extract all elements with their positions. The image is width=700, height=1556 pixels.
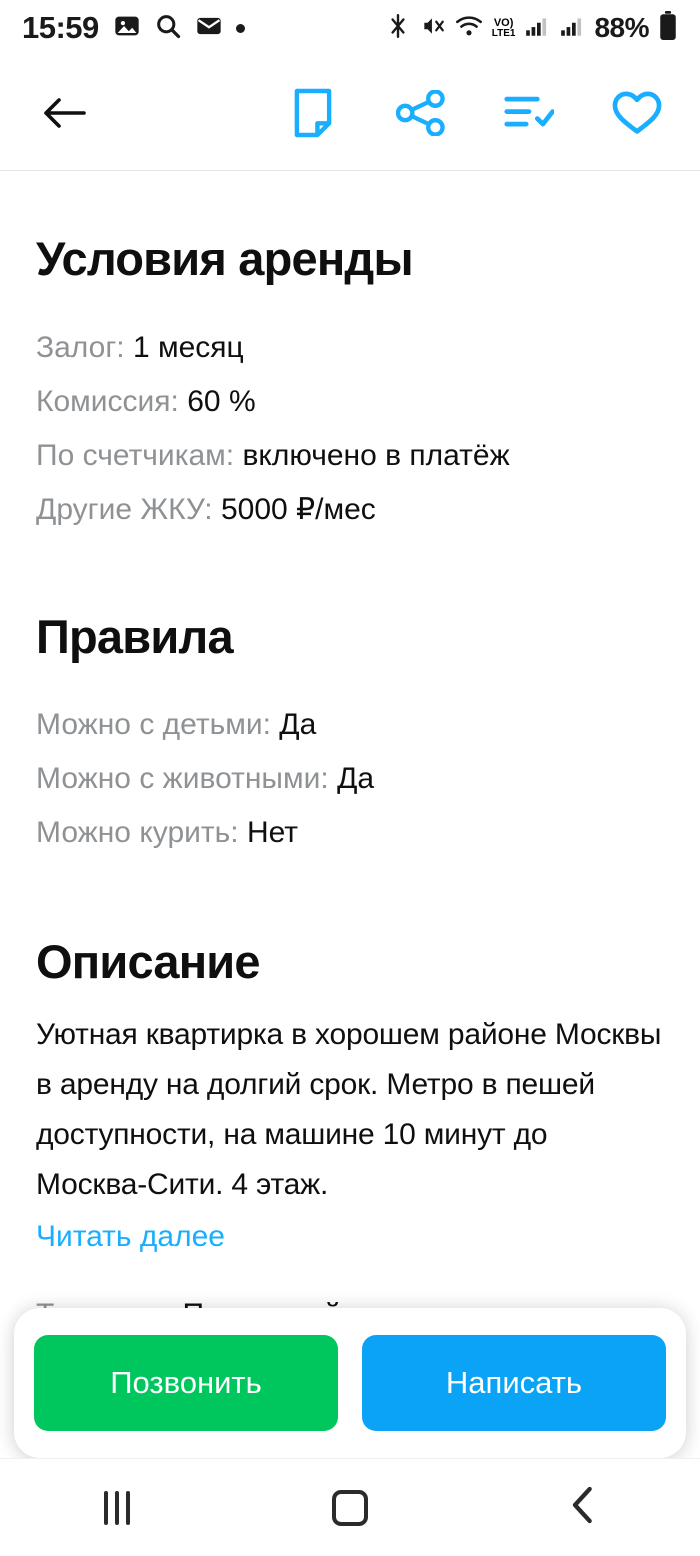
system-navigation-bar [0, 1458, 700, 1556]
section-description [36, 936, 664, 1254]
status-bar-right [385, 11, 678, 46]
recents-button[interactable] [57, 1473, 177, 1543]
rules-title-gap [36, 662, 664, 698]
share-icon[interactable] [396, 88, 446, 138]
status-notification-icons [113, 12, 245, 45]
rules-row-key: Можно с детьми: [36, 708, 271, 742]
status-bar-left [22, 10, 245, 46]
terms-row-value: 5000 ₽/мес [220, 492, 376, 526]
rules-row-value: Да [279, 708, 317, 742]
rules-row-value: Да [337, 762, 375, 796]
description-text: Уютная квартирка в хорошем районе Москвы в аренду на долгий срок. Метро в пешей доступности, на машине 10 минут до Москва-Сити. 4 этаж. [36, 1018, 662, 1202]
favorite-heart-icon[interactable] [612, 88, 662, 138]
listing-details-content [0, 171, 700, 1458]
spacer-terms-rules [36, 537, 664, 611]
terms-row-key: Залог: [36, 330, 125, 364]
battery-icon [658, 11, 678, 46]
terms-row-value: включено в платёж [242, 438, 510, 472]
spacer-description-bottom [36, 1254, 664, 1298]
wifi-icon [455, 12, 483, 45]
rules-title: Правила [36, 609, 233, 663]
gallery-icon [113, 12, 141, 45]
mute-icon [420, 13, 446, 44]
back-icon [567, 1485, 599, 1530]
terms-row-key: Другие ЖКУ: [36, 492, 213, 526]
compare-icon[interactable] [504, 88, 554, 138]
read-more-link[interactable]: Читать далее [36, 1220, 225, 1254]
system-back-button[interactable] [523, 1473, 643, 1543]
signal-1-icon [524, 13, 550, 44]
terms-row-key: Комиссия: [36, 384, 179, 418]
terms-row [36, 321, 664, 375]
status-bar [0, 0, 700, 56]
dot-indicator-icon [236, 24, 245, 33]
cta-bar [14, 1308, 686, 1458]
toolbar-actions [288, 88, 670, 138]
search-icon [154, 12, 182, 45]
call-button[interactable]: Позвонить [34, 1335, 338, 1431]
terms-row-key: По счетчикам: [36, 438, 235, 472]
spacer-rules-description [36, 860, 664, 936]
mail-icon [195, 12, 223, 45]
terms-title: Условия аренды [36, 232, 413, 285]
battery-percent: 88% [594, 12, 649, 43]
status-clock: 15:59 [22, 10, 99, 45]
bluetooth-icon [385, 13, 411, 44]
home-button[interactable] [290, 1473, 410, 1543]
home-icon [332, 1490, 368, 1526]
recents-icon [104, 1491, 130, 1525]
terms-row-value: 60 % [187, 384, 256, 418]
rules-row-key: Можно с животными: [36, 762, 329, 796]
section-rules [36, 611, 664, 861]
rules-row [36, 806, 664, 860]
terms-row-value: 1 месяц [132, 330, 244, 364]
volte-icon: VO) LTE1 [491, 16, 516, 39]
rules-row [36, 752, 664, 806]
back-button[interactable] [36, 85, 92, 141]
rules-row-value: Нет [246, 816, 299, 850]
terms-row [36, 375, 664, 429]
spacer-top [36, 171, 664, 233]
note-icon[interactable] [288, 88, 338, 138]
rules-row-key: Можно курить: [36, 816, 239, 850]
terms-row [36, 429, 664, 483]
description-title: Описание [36, 935, 260, 989]
write-button[interactable]: Написать [362, 1335, 666, 1431]
section-terms [36, 233, 664, 537]
app-toolbar [0, 56, 700, 171]
terms-title-gap [36, 285, 664, 321]
signal-2-icon [559, 13, 585, 44]
terms-row [36, 483, 664, 537]
rules-row [36, 698, 664, 752]
